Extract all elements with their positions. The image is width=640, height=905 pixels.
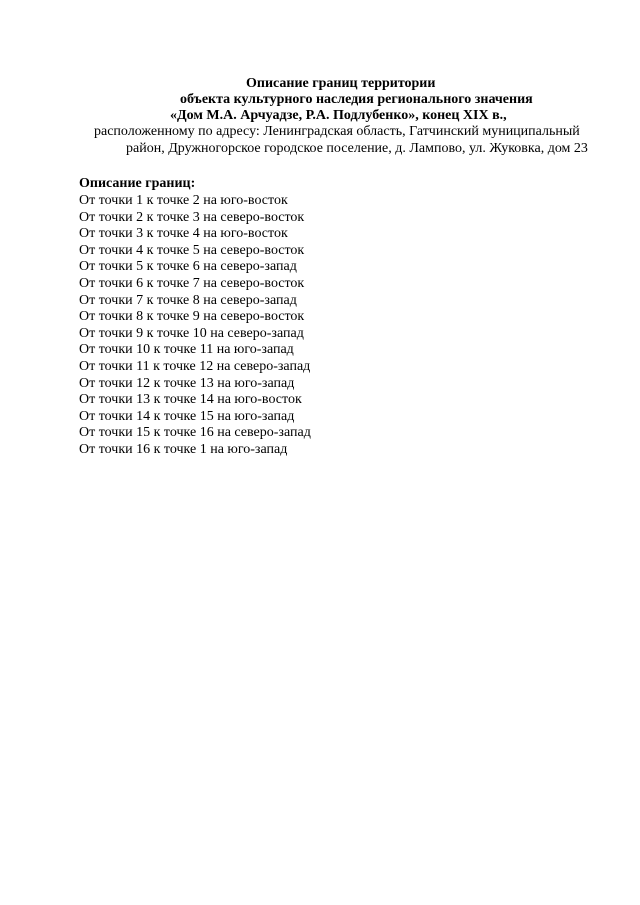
- boundary-item: От точки 13 к точке 14 на юго-восток: [79, 392, 302, 408]
- boundaries-heading: Описание границ:: [79, 176, 196, 191]
- boundary-item: От точки 14 к точке 15 на юго-запад: [79, 408, 295, 424]
- boundary-item: От точки 7 к точке 8 на северо-запад: [79, 292, 297, 308]
- boundary-item: От точки 6 к точке 7 на северо-восток: [79, 275, 305, 291]
- boundary-item: От точки 16 к точке 1 на юго-запад: [79, 441, 288, 457]
- boundary-item: От точки 5 к точке 6 на северо-запад: [79, 259, 297, 275]
- boundary-item: От точки 1 к точке 2 на юго-восток: [79, 193, 288, 208]
- address-line-2: район, Дружногорское городское поселение, д. Лампово, ул. Жуковка, дом 23: [126, 141, 588, 156]
- document-title-line-2: объекта культурного наследия регионального значения: [180, 92, 533, 107]
- boundary-item: От точки 9 к точке 10 на северо-запад: [79, 325, 304, 341]
- document-title-line-3: «Дом М.А. Арчуадзе, Р.А. Подлубенко», конец XIX в.,: [170, 108, 507, 123]
- boundary-item: От точки 15 к точке 16 на северо-запад: [79, 425, 311, 441]
- boundary-item: От точки 4 к точке 5 на северо-восток: [79, 242, 305, 258]
- boundary-item: От точки 8 к точке 9 на северо-восток: [79, 309, 305, 325]
- document-title-line-1: Описание границ территории: [246, 76, 436, 91]
- boundary-item: От точки 12 к точке 13 на юго-запад: [79, 375, 295, 391]
- boundary-list: [79, 193, 311, 459]
- boundary-item: От точки 11 к точке 12 на северо-запад: [79, 358, 311, 374]
- address-line-1: расположенному по адресу: Ленинградская область, Гатчинский муниципальный: [94, 124, 580, 139]
- boundary-item: От точки 3 к точке 4 на юго-восток: [79, 226, 288, 242]
- boundary-item: От точки 2 к точке 3 на северо-восток: [79, 209, 305, 225]
- boundary-item: От точки 10 к точке 11 на юго-запад: [79, 342, 294, 358]
